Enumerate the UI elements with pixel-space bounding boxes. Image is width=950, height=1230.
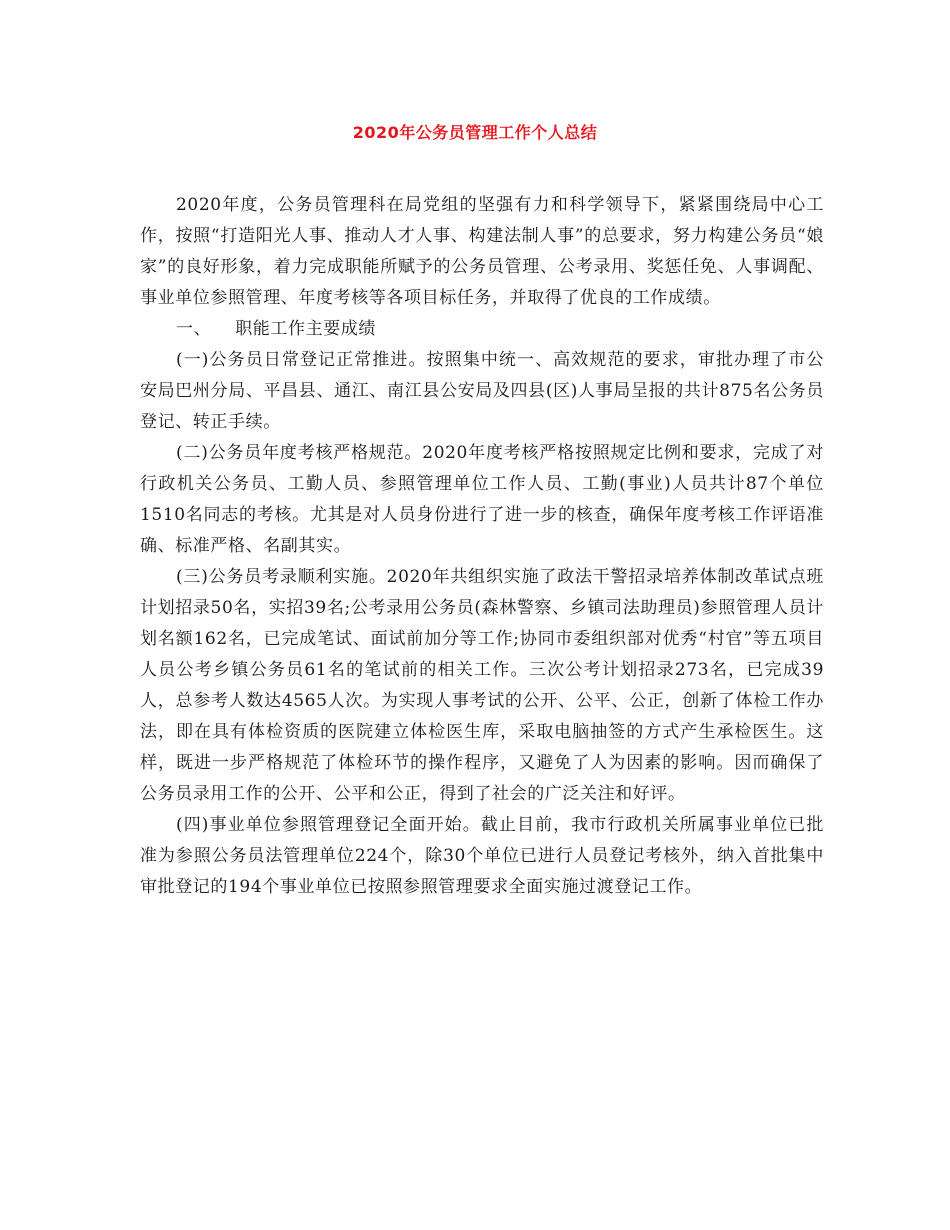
document-title: 2020年公务员管理工作个人总结: [352, 123, 598, 142]
paragraph-registration: (一)公务员日常登记正常推进。按照集中统一、高效规范的要求，审批办理了市公安局巴州分局、平昌县、通江、南江县公安局及四县(区)人事局呈报的共计875名公务员登记、转正手续。: [140, 350, 824, 432]
paragraph-public-institutions: (四)事业单位参照管理登记全面开始。截止目前，我市行政机关所属事业单位已批准为参照公务员法管理单位224个，除30个单位已进行人员登记考核外，纳入首批集中审批登记的194个事业单位已按照参照管理要求全面实施过渡登记工作。: [140, 815, 824, 897]
section-heading-text: 职能工作主要成绩: [235, 319, 377, 339]
document-body: [140, 190, 824, 903]
section-heading-number: 一、: [176, 319, 212, 339]
intro-paragraph: 2020年度，公务员管理科在局党组的坚强有力和科学领导下，紧紧围绕局中心工作，按照“打造阳光人事、推动人才人事、构建法制人事”的总要求，努力构建公务员“娘家”的良好形象，着力完成职能所赋予的公务员管理、公考录用、奖惩任免、人事调配、事业单位参照管理、年度考核等各项目标任务，并取得了优良的工作成绩。: [140, 195, 824, 308]
paragraph-annual-assessment: (二)公务员年度考核严格规范。2020年度考核严格按照规定比例和要求，完成了对行政机关公务员、工勤人员、参照管理单位工作人员、工勤(事业)人员共计87个单位1510名同志的考核。尤其是对人员身份进行了进一步的核查，确保年度考核工作评语准确、标准严格、名副其实。: [140, 443, 824, 556]
paragraph-recruitment: (三)公务员考录顺利实施。2020年共组织实施了政法干警招录培养体制改革试点班计划招录50名，实招39名;公考录用公务员(森林警察、乡镇司法助理员)参照管理人员计划名额162名，已完成笔试、面试前加分等工作;协同市委组织部对优秀“村官”等五项目人员公考乡镇公务员61名的笔试前的相关工作。三次公考计划招录273名，已完成39人，总参考人数达4565人次。为实现人事考试的公开、公平、公正，创新了体检工作办法，即在具有体检资质的医院建立体检医生库，采取电脑抽签的方式产生承检医生。这样，既进一步严格规范了体检环节的操作程序，又避免了人为因素的影响。因而确保了公务员录用工作的公开、公平和公正，得到了社会的广泛关注和好评。: [140, 567, 824, 804]
section-heading: [140, 314, 824, 345]
